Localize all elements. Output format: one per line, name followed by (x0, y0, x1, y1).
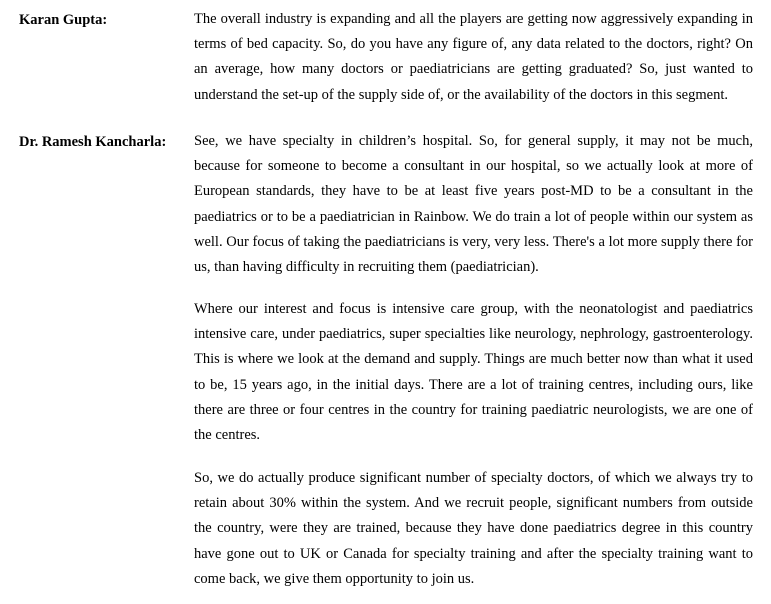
answer-paragraph-2: Where our interest and focus is intensive care group, with the neonatologist and paediatrics intensive care, under paediatrics, super specialties like neurology, nephrology, gastroenterology. This is where we look at the demand and supply. Things are much better now than what it used to be, 15 years ago, in the initial days. There are a lot of training centres, including ours, like there are three or four centres in the country for training paediatric neurologists, we are one of the centres. (194, 301, 753, 444)
answer-paragraph-3: So, we do actually produce significant number of specialty doctors, of which we always try to retain about 30% within the system. And we recruit people, significant numbers from outside the country, were they are trained, because they have done paediatrics degree in this country have gone out to UK or Canada for specialty training and after the specialty training want to come back, we give them opportunity to join us. (194, 470, 753, 587)
speaker-name-karan-gupta: Karan Gupta: (19, 12, 108, 28)
question-paragraph: The overall industry is expanding and all the players are getting now aggressively expanding in terms of bed capacity. So, do you have any figure of, any data related to the doctors, right? On an average, how many doctors or paediatricians are getting graduated? So, just wanted to understand the set-up of the supply side of, or the availability of the doctors in this segment. (194, 11, 753, 103)
speaker-name-ramesh-kancharla: Dr. Ramesh Kancharla: (19, 134, 167, 150)
answer-paragraph-1: See, we have specialty in children’s hospital. So, for general supply, it may not be much, because for someone to become a consultant in our hospital, so we actually look at more of European standards, they have to be at least five years post-MD to be a consultant in the paediatrics or to be a paediatrician in Rainbow. We do train a lot of people within our system as well. Our focus of taking the paediatricians is very, very less. There's a lot more supply there for us, than having difficulty in recruiting them (paediatrician). (194, 133, 753, 276)
